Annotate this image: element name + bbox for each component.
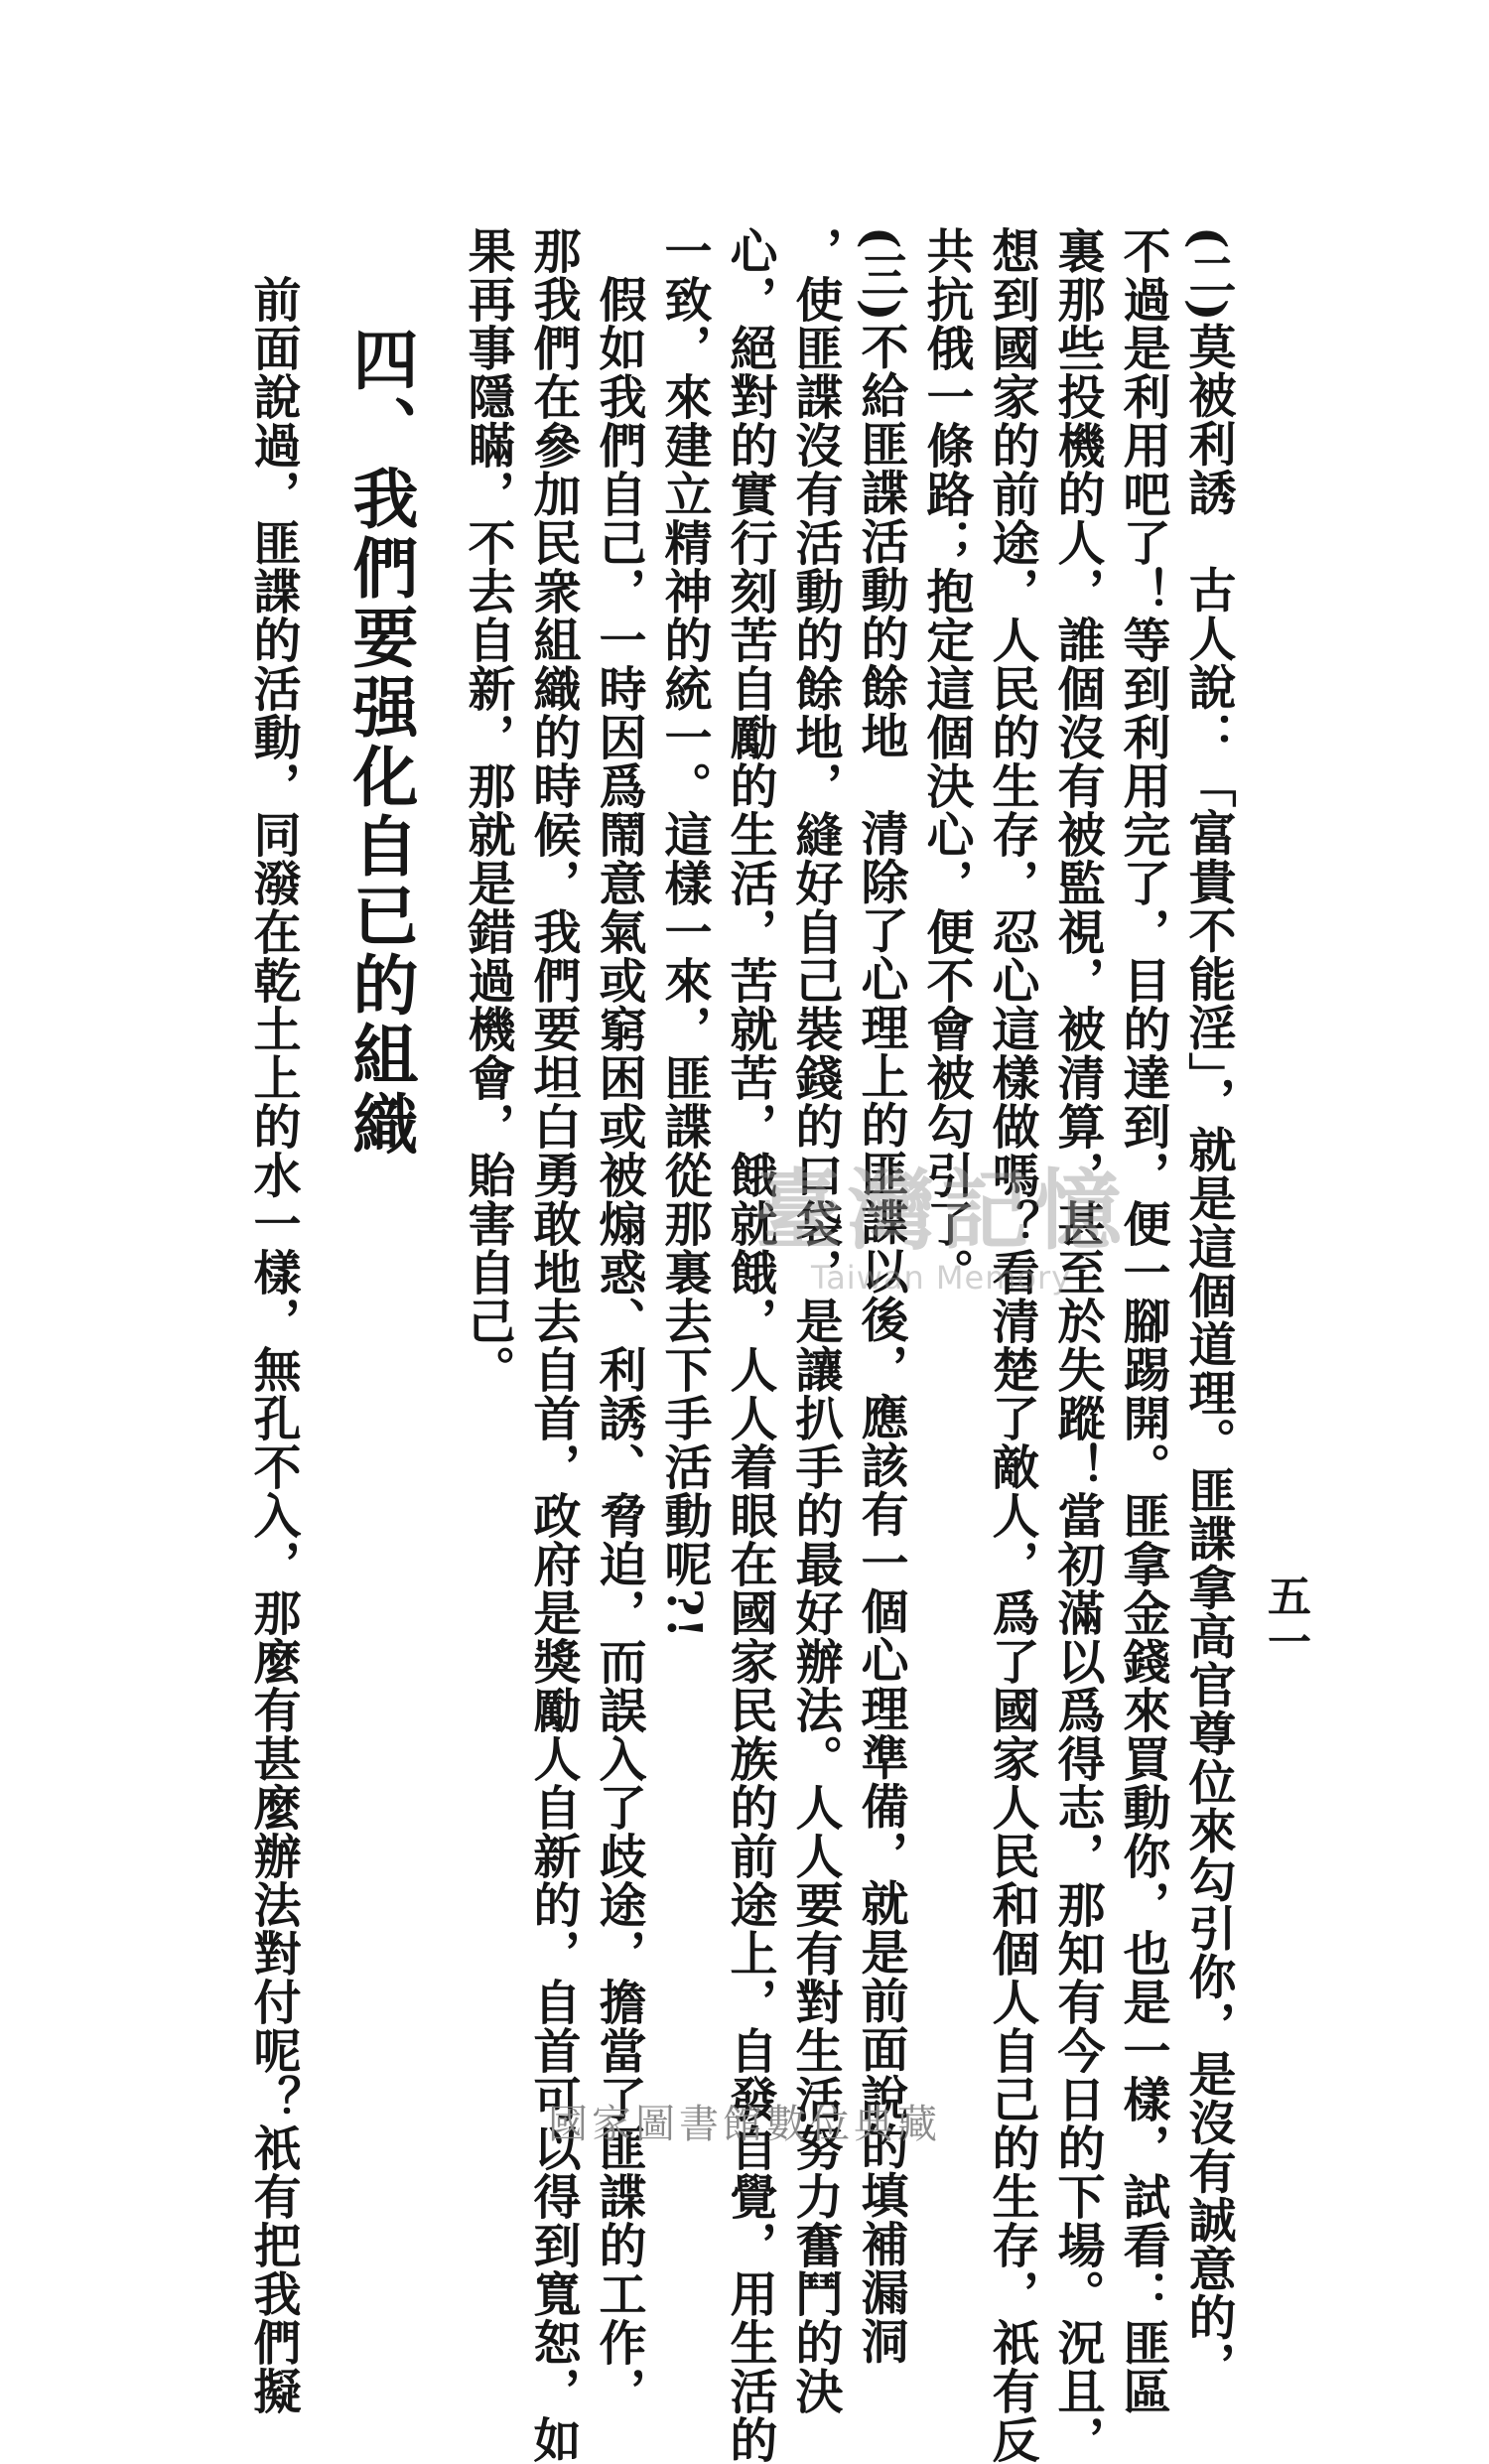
- text-column: 共抗俄一條路；抱定這個決心，便不會被勾引了。: [918, 226, 974, 1297]
- section-heading: 四、我們要强化自已的組織: [341, 326, 419, 1160]
- text-column: 前面說過，匪諜的活動，同潑在乾土上的水一樣，無孔不入，那麼有甚麼辦法對付呢？祇有把我們擬: [245, 226, 301, 2415]
- text-column: (三)不給匪諜活動的餘地 清除了心理上的匪諜以後，應該有一個心理準備，就是前面說的填補漏洞: [853, 226, 908, 2366]
- text-column: 一致，來建立精神的統一。這樣一來，匪諜從那裏去下手活動呢?!: [656, 226, 712, 1640]
- text-column: 不過是利用吧了！等到利用完了，目的達到，便一腳踢開。匪拿金錢來買動你，也是一樣，試看：匪區: [1115, 226, 1170, 2415]
- text-column: ，使匪諜沒有活動的餘地，縫好自己裝錢的口袋，是讓扒手的最好辦法。人人要有對生活努力奮鬥的決: [787, 226, 843, 2415]
- text-column: 那我們在參加民衆組織的時候，我們要坦白勇敢地去自首，政府是獎勵人自新的，自首可以得到寬恕，如: [525, 226, 581, 2464]
- watermark-logo-text: 臺灣記憶: [754, 1160, 1129, 1262]
- watermark-subtitle: Taiwan Memory: [810, 1259, 1072, 1297]
- text-column: 假如我們自己，一時因爲鬧意氣或窮困或被煽惑、利誘、脅迫，而誤入了歧途，擔當了匪諜的工作，: [591, 226, 646, 2415]
- text-column: 想到國家的前途，人民的生存，忍心這樣做嗎？看清楚了敵人，爲了國家人民和個人自己的生存，祇有反: [984, 226, 1039, 2464]
- text-column: 心，絕對的實行刻苦自勵的生活，苦就苦，餓就餓，人人着眼在國家民族的前途上，自發自覺，用生活的: [722, 226, 777, 2464]
- text-column: 果再事隱瞞，不去自新，那就是錯過機會，貽害自己。: [460, 226, 515, 1394]
- text-column: (二)莫被利誘 古人說：「富貴不能淫」，就是這個道理。匪諜拿高官尊位來勾引你，是沒有誠意的，: [1180, 226, 1236, 2391]
- page-number: 五一: [1260, 1574, 1310, 1665]
- footer-credit: 國家圖書館數位典藏: [548, 2102, 941, 2147]
- text-column: 裏那些投機的人，誰個沒有被監視，被清算，甚至於失蹤！當初滿以爲得志，那知有今日的下場。況且，: [1049, 226, 1105, 2464]
